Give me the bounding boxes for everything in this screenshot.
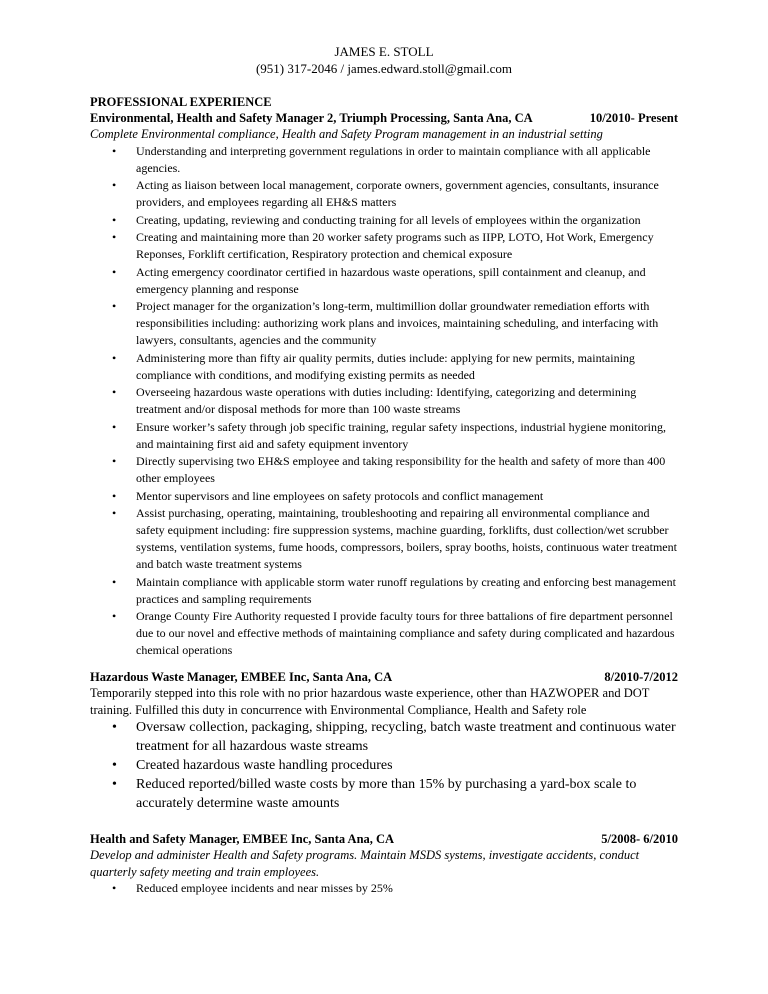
- list-item: • Creating, updating, reviewing and conducting training for all levels of employees within the organization: [90, 212, 678, 229]
- job-dates: 8/2010-7/2012: [604, 670, 678, 684]
- job-description: Temporarily stepped into this role with no prior hazardous waste experience, other than HAZWOPER and DOT training. Fulfilled this duty in concurrence with Environmental Compliance, Health and Safety role: [90, 686, 650, 717]
- list-item: • Maintain compliance with applicable storm water runoff regulations by creating and enforcing best management practices and sampling requirements: [90, 574, 678, 608]
- job-title-line: [90, 831, 678, 847]
- job-title: Environmental, Health and Safety Manager 2, Triumph Processing, Santa Ana, CA: [90, 111, 533, 125]
- list-item: • Mentor supervisors and line employees on safety protocols and conflict management: [90, 488, 678, 505]
- job-bullets: [90, 718, 678, 813]
- list-item: • Creating and maintaining more than 20 worker safety programs such as IIPP, LOTO, Hot Work, Emergency Reponses, Forklift certification, Respiratory protection and chemical exposure: [90, 229, 678, 263]
- candidate-name: JAMES E. STOLL: [334, 44, 434, 59]
- job-title: Health and Safety Manager, EMBEE Inc, Santa Ana, CA: [90, 832, 395, 846]
- job-entry: [90, 110, 678, 660]
- job-title-line: [90, 669, 678, 685]
- job-description: Develop and administer Health and Safety programs. Maintain MSDS systems, investigate accidents, conduct quarterly safety meeting and train employees.: [90, 848, 640, 879]
- section-heading: PROFESSIONAL EXPERIENCE: [90, 95, 272, 109]
- list-item: • Acting emergency coordinator certified in hazardous waste operations, spill containment and cleanup, and emergency planning and response: [90, 264, 678, 298]
- list-item: • Ensure worker’s safety through job specific training, regular safety inspections, industrial hygiene monitoring, and maintaining first aid and safety equipment inventory: [90, 419, 678, 453]
- job-dates: 10/2010- Present: [589, 111, 678, 125]
- list-item: • Reduced employee incidents and near misses by 25%: [90, 880, 678, 897]
- job-entry: [90, 831, 678, 898]
- job-title: Hazardous Waste Manager, EMBEE Inc, Santa Ana, CA: [90, 670, 393, 684]
- list-item: • Reduced reported/billed waste costs by more than 15% by purchasing a yard-box scale to accurately determine waste amounts: [90, 775, 678, 813]
- job-description: Complete Environmental compliance, Health and Safety Program management in an industrial setting: [90, 127, 603, 141]
- list-item: • Assist purchasing, operating, maintaining, troubleshooting and repairing all environmental compliance and safety equipment including: fire suppression systems, machine guarding, forklifts, dust collection/wet scrubber systems, ventilation systems, fume hoods, compressors, boilers, spray booths, hoists, continuous water treatment and batch waste treatment systems: [90, 505, 678, 573]
- list-item: • Understanding and interpreting government regulations in order to maintain compliance with all applicable agencies.: [90, 143, 678, 177]
- contact-line: (951) 317-2046 / james.edward.stoll@gmail.com: [255, 61, 513, 76]
- list-item: • Oversaw collection, packaging, shipping, recycling, batch waste treatment and continuous water treatment for all hazardous waste streams: [90, 718, 678, 756]
- list-item: • Orange County Fire Authority requested I provide faculty tours for three battalions of fire department personnel due to our novel and effective methods of maintaining compliance and safety during complicated and hazardous chemical operations: [90, 608, 678, 659]
- list-item: • Project manager for the organization’s long-term, multimillion dollar groundwater remediation efforts with responsibilities including: authorizing work plans and invoices, maintaining scheduling, and interfacing with lawyers, consultants, agencies and the community: [90, 298, 678, 349]
- job-dates: 5/2008- 6/2010: [601, 832, 678, 846]
- list-item: • Acting as liaison between local management, corporate owners, government agencies, consultants, insurance providers, and employees regarding all EH&S matters: [90, 177, 678, 211]
- list-item: • Directly supervising two EH&S employee and taking responsibility for the health and safety of more than 400 other employees: [90, 453, 678, 487]
- job-entry: [90, 669, 678, 813]
- list-item: • Administering more than fifty air quality permits, duties include: applying for new permits, maintaining compliance with conditions, and modifying existing permits as needed: [90, 350, 678, 384]
- job-bullets: [90, 880, 678, 897]
- job-bullets: [90, 143, 678, 660]
- list-item: • Created hazardous waste handling procedures: [90, 756, 678, 775]
- job-title-line: [90, 110, 678, 126]
- list-item: • Overseeing hazardous waste operations with duties including: Identifying, categorizing and determining treatment and/or disposal methods for more than 100 waste streams: [90, 384, 678, 418]
